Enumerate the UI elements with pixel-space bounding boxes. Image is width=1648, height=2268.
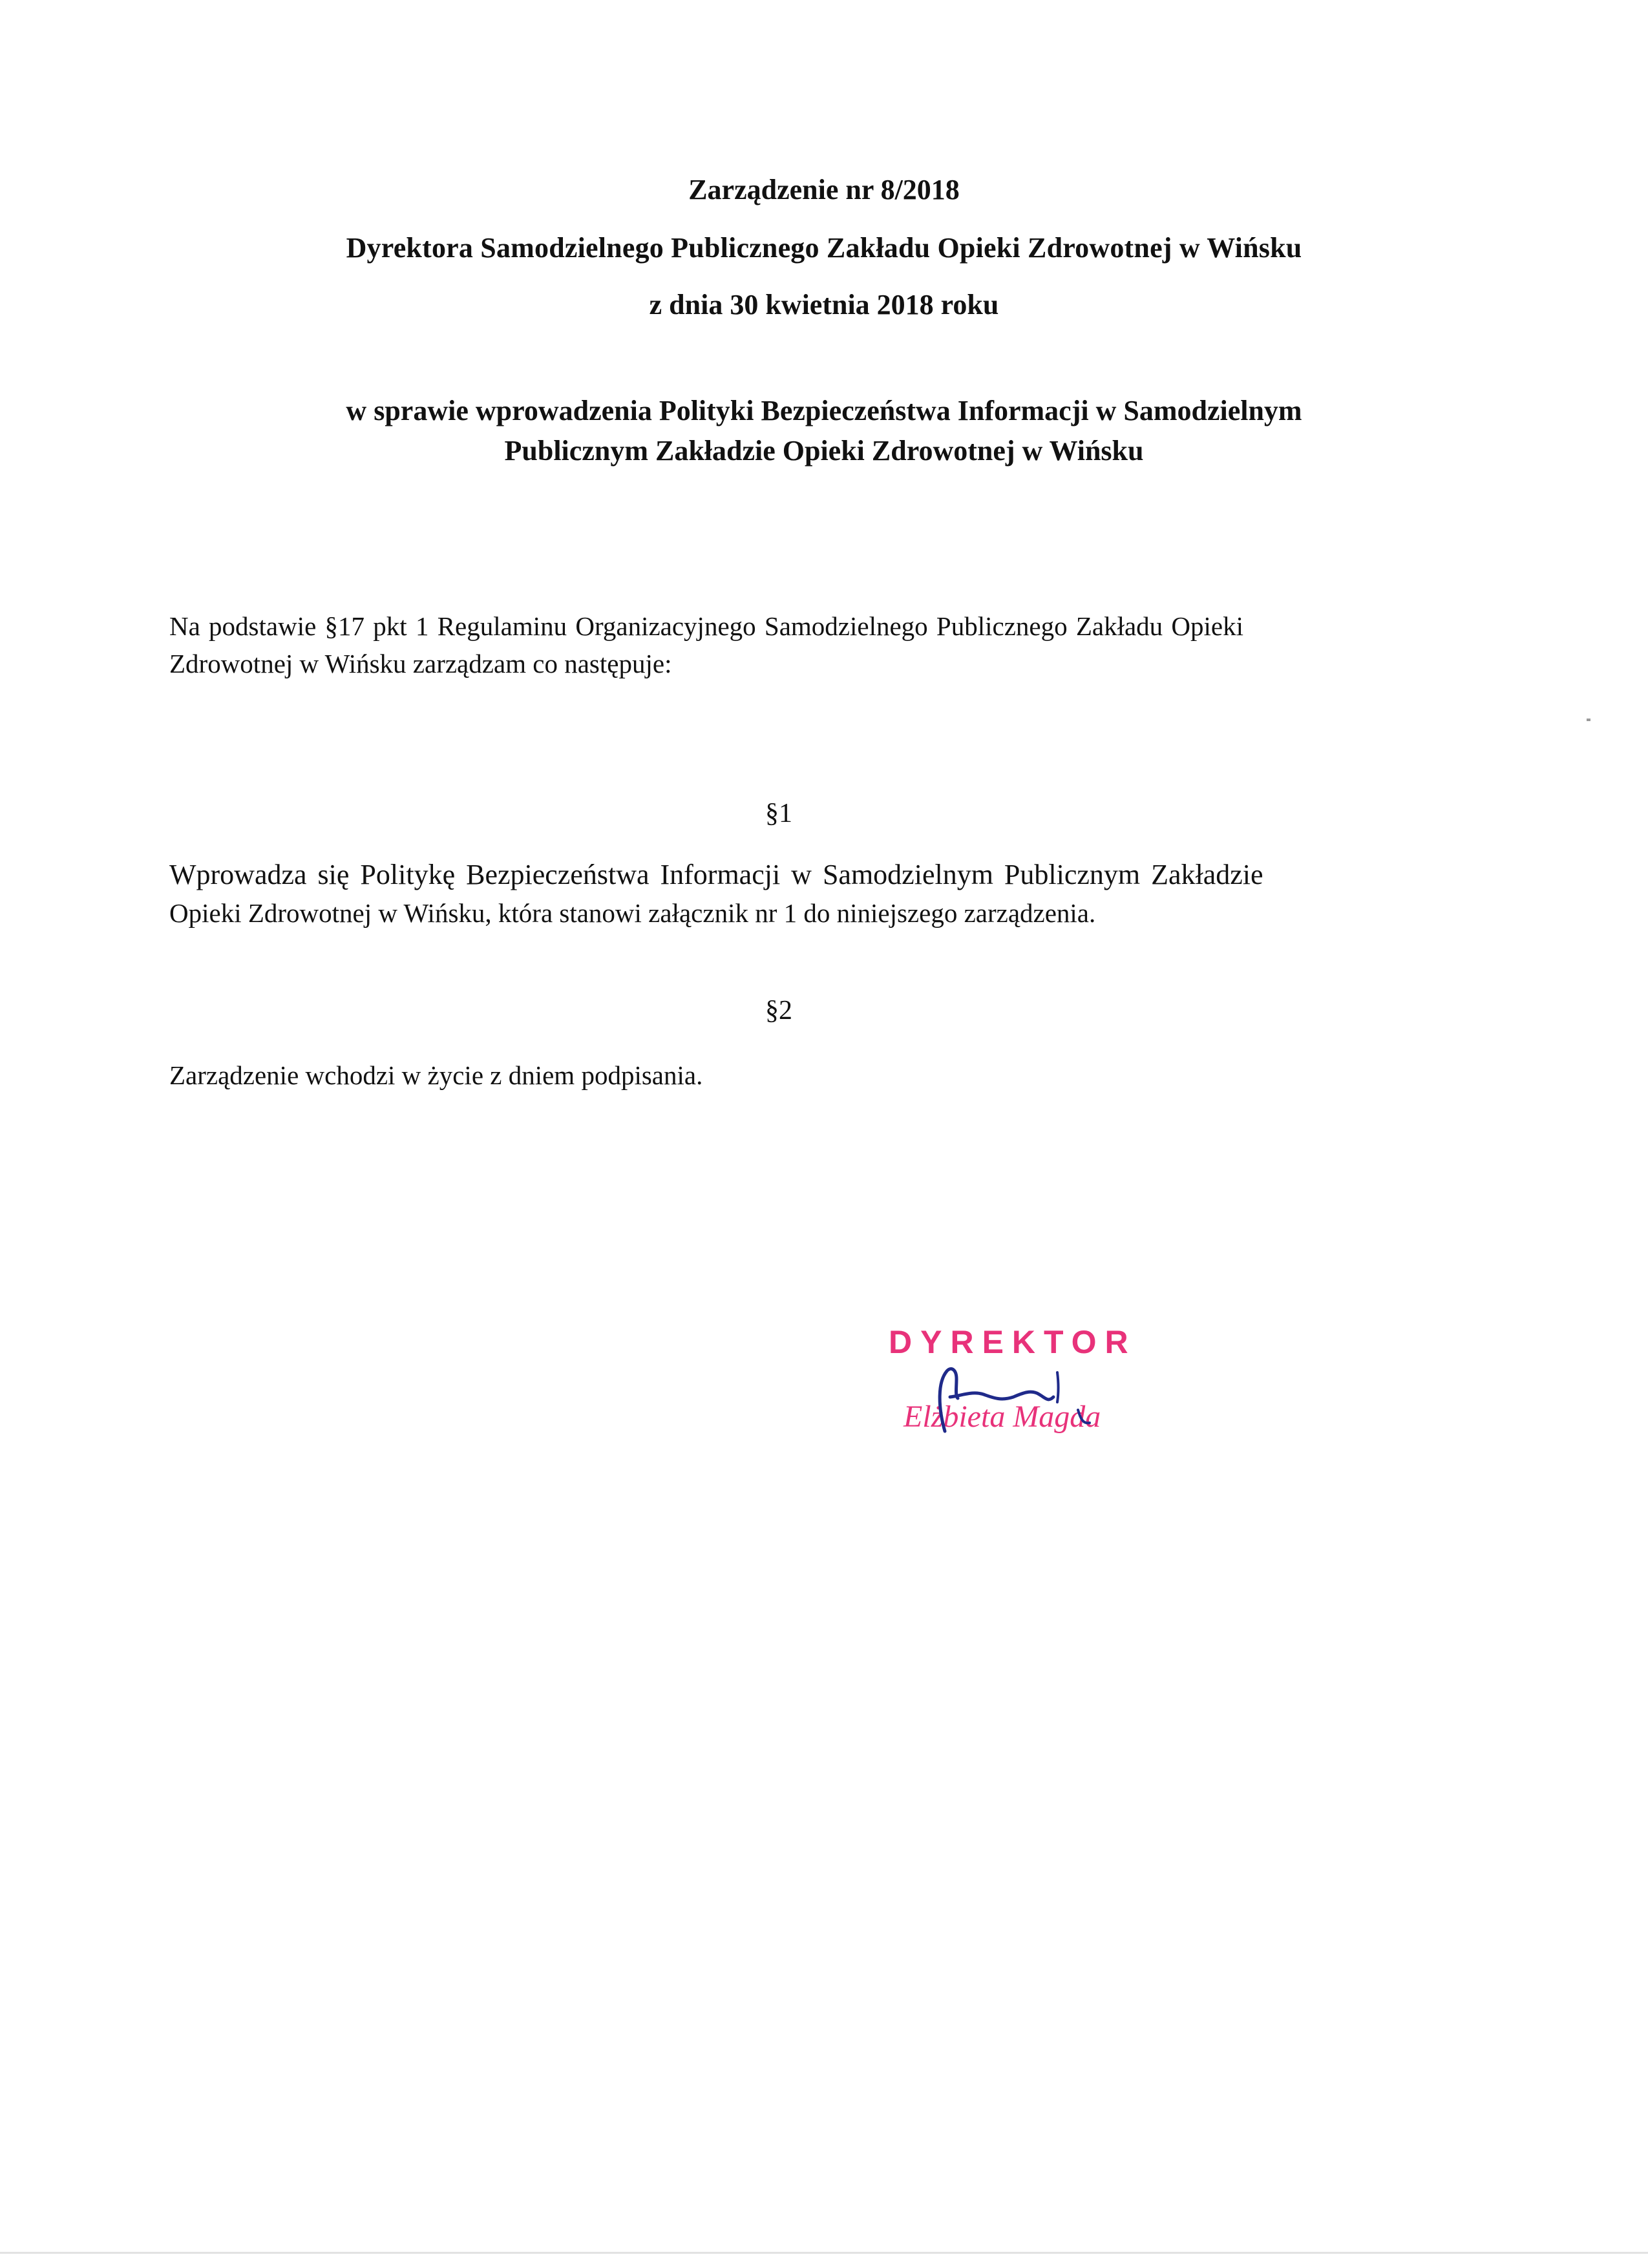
- intro-line-1: Na podstawie §17 pkt 1 Regulaminu Organizacyjnego Samodzielnego Publicznego Zakładu Opieki: [169, 611, 1244, 641]
- signature-stroke-end: [1078, 1410, 1090, 1423]
- section-mark-1: §1: [765, 799, 792, 828]
- document-title: Zarządzenie nr 8/2018: [688, 174, 960, 205]
- signature-stroke-initial: [940, 1369, 958, 1431]
- document-subject-line-2: Publicznym Zakładzie Opieki Zdrowotnej w Wińsku: [504, 435, 1144, 467]
- signature-stroke-flourish: [950, 1392, 1053, 1400]
- handwritten-signature: [911, 1357, 1157, 1441]
- section-1-line-2: Opieki Zdrowotnej w Wińsku, która stanowi załącznik nr 1 do niniejszego zarządzenia.: [169, 898, 1096, 928]
- document-subject-line-1: w sprawie wprowadzenia Polityki Bezpieczeństwa Informacji w Samodzielnym: [346, 395, 1302, 426]
- intro-line-2: Zdrowotnej w Wińsku zarządzam co następuje:: [169, 649, 672, 678]
- scan-speck: [1587, 719, 1590, 721]
- section-2-line-1: Zarządzenie wchodzi w życie z dniem podpisania.: [169, 1060, 703, 1090]
- stamp-title: DYREKTOR: [889, 1324, 1137, 1360]
- scan-bottom-edge: [0, 2252, 1648, 2254]
- stamp-name: Elżbieta Magda: [903, 1400, 1101, 1434]
- document-date: z dnia 30 kwietnia 2018 roku: [649, 289, 999, 320]
- document-subtitle: Dyrektora Samodzielnego Publicznego Zakładu Opieki Zdrowotnej w Wińsku: [346, 232, 1302, 264]
- section-mark-2: §2: [765, 996, 792, 1025]
- signature-stroke-tail: [1057, 1372, 1059, 1402]
- section-1-line-1: Wprowadza się Politykę Bezpieczeństwa Informacji w Samodzielnym Publicznym Zakładzie: [169, 859, 1263, 890]
